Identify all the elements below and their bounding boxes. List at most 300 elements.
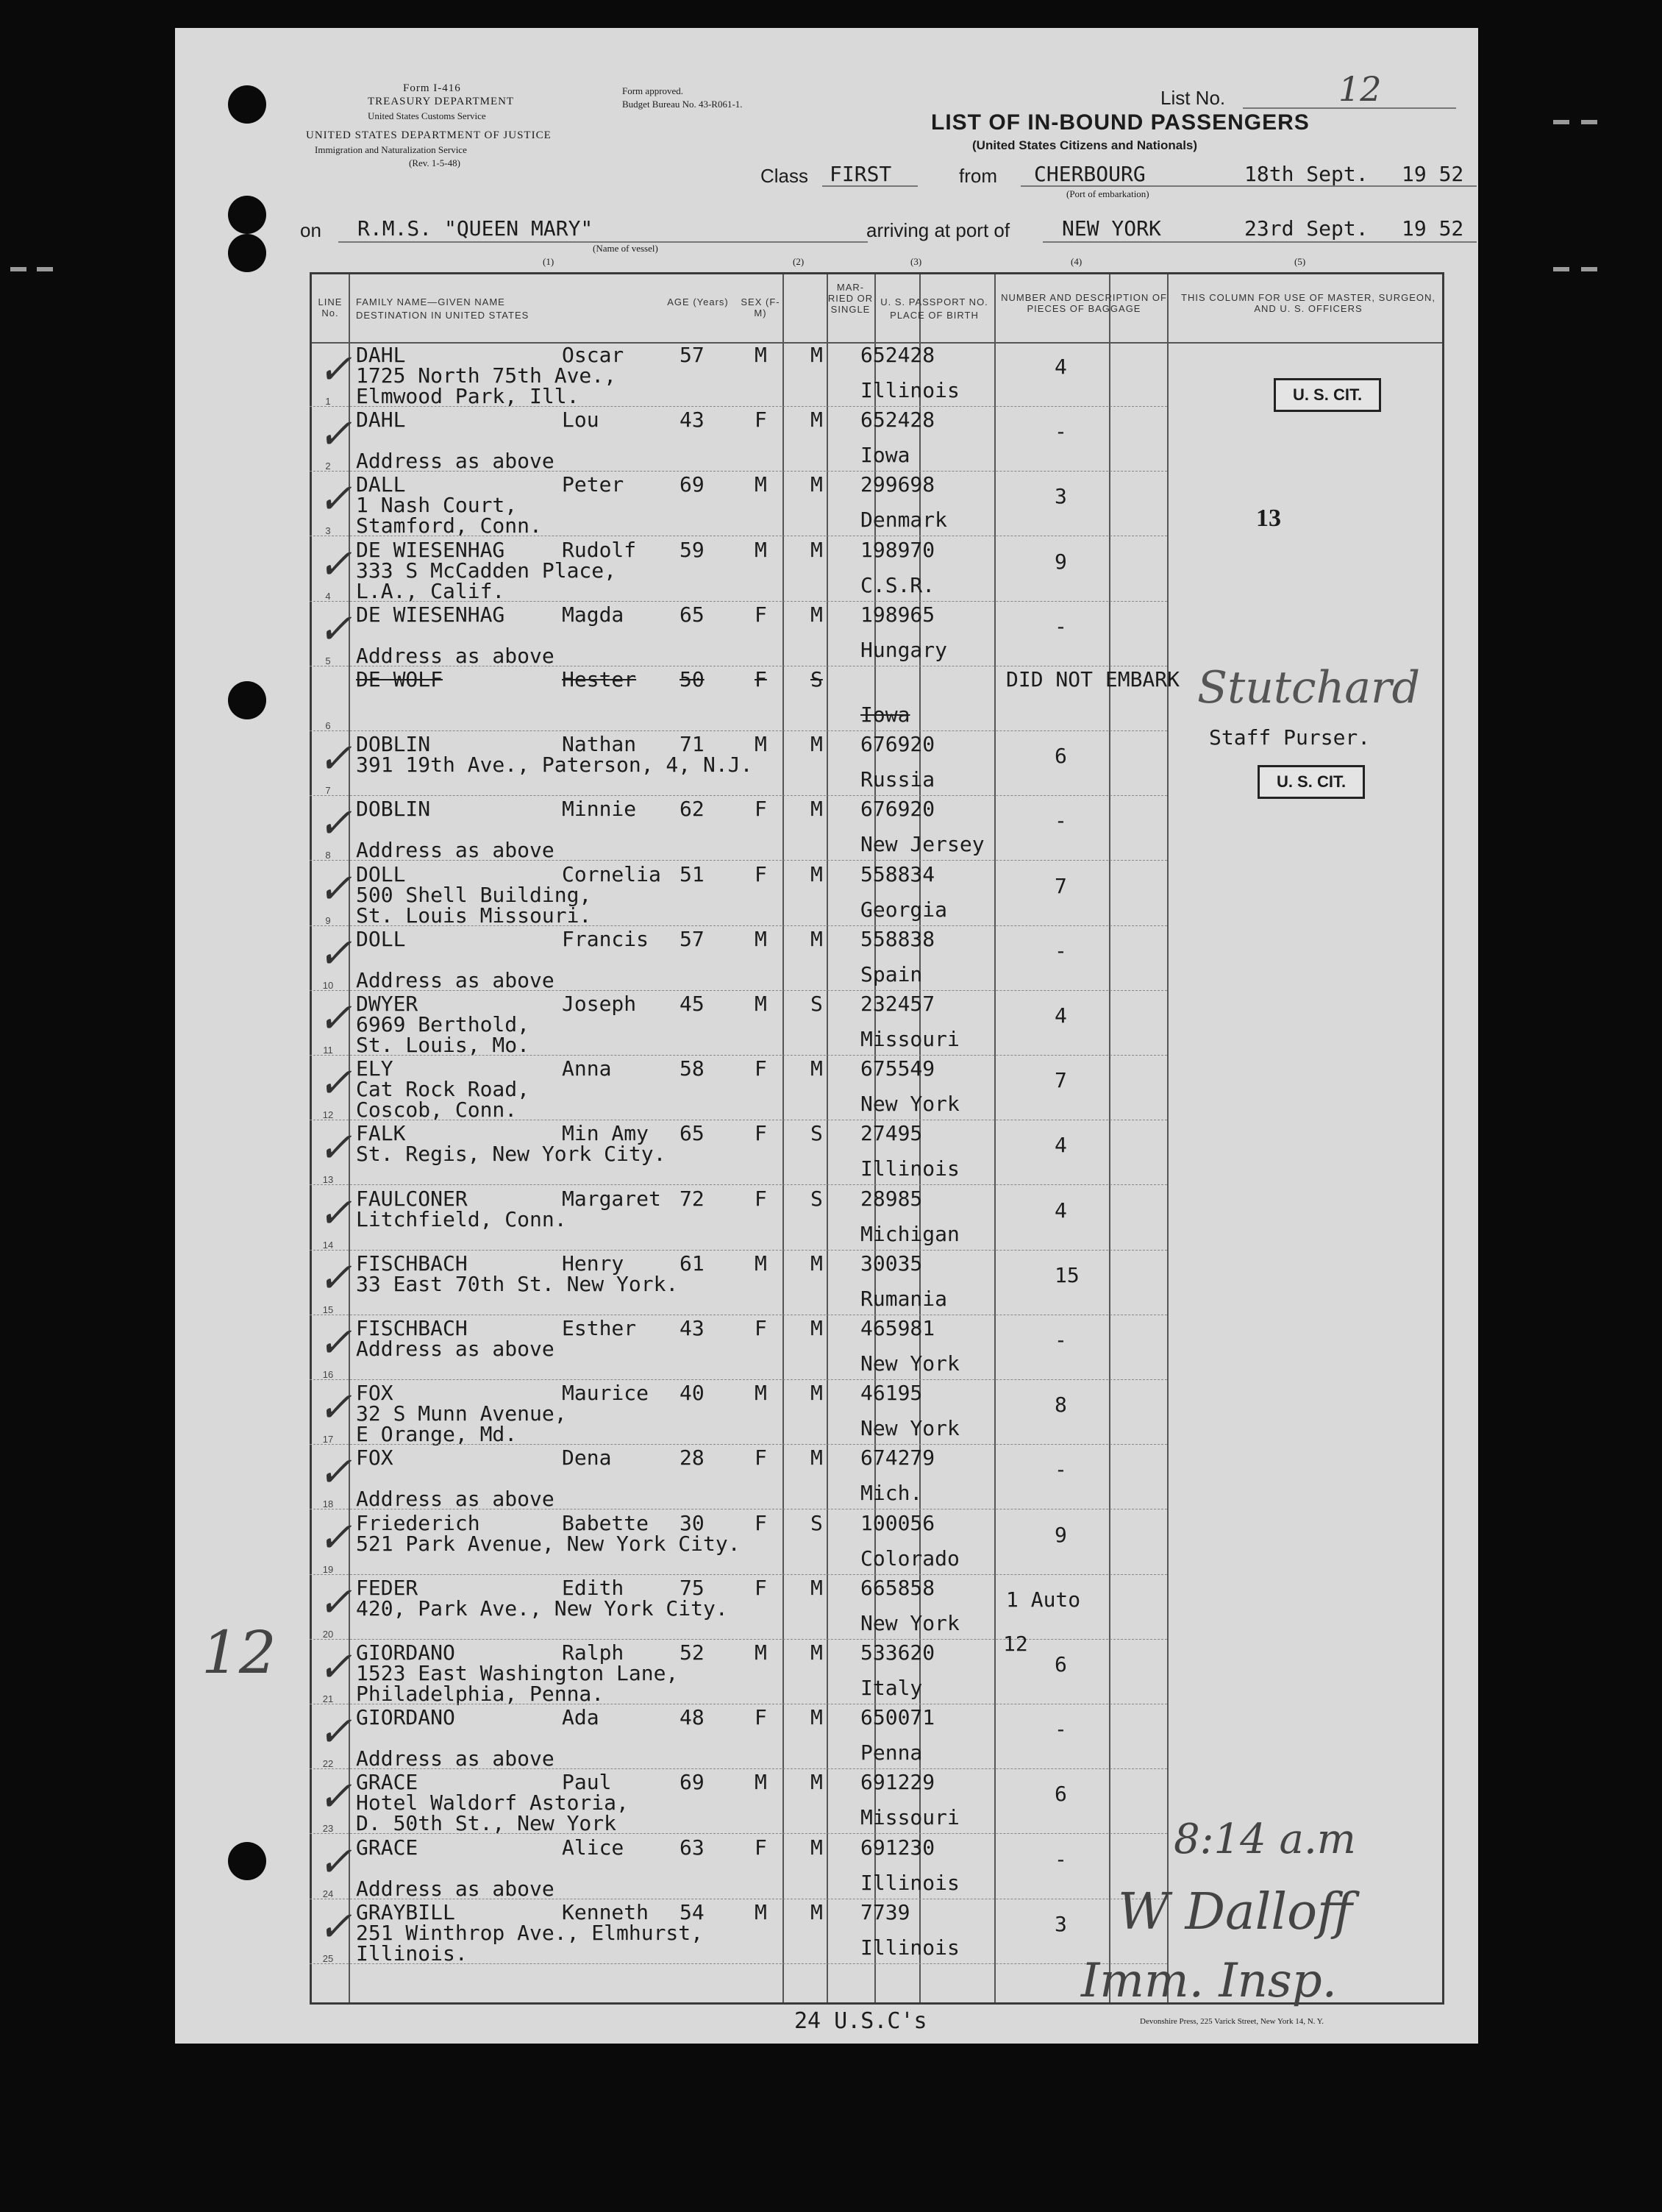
- given-name: Alice: [562, 1835, 624, 1860]
- check-mark-icon: ✓: [318, 475, 352, 524]
- place-of-birth: Illinois: [860, 1156, 960, 1181]
- place-of-birth: Illinois: [860, 378, 960, 402]
- given-name: Esther: [562, 1316, 637, 1340]
- age: 57: [680, 926, 705, 951]
- check-mark-icon: ✓: [318, 995, 352, 1042]
- baggage: 3: [1055, 1911, 1067, 1936]
- family-name: FOX: [356, 1381, 393, 1406]
- marital-status: M: [810, 797, 823, 822]
- sex: M: [755, 1381, 767, 1406]
- check-mark-icon: ✓: [318, 1902, 352, 1951]
- family-name: FOX: [356, 1445, 393, 1470]
- address-line-2: D. 50th St., New York: [356, 1811, 617, 1836]
- line-number: 5: [325, 655, 331, 666]
- passport-number: 652428: [860, 408, 935, 433]
- passport-number: 27495: [860, 1121, 923, 1146]
- line-number: 17: [322, 1434, 334, 1445]
- sex: F: [755, 408, 767, 433]
- vessel-name: R.M.S. "QUEEN MARY": [357, 216, 593, 241]
- binder-hole: [228, 234, 266, 272]
- ins-label: Immigration and Naturalization Service: [315, 144, 467, 155]
- given-name: Peter: [562, 472, 624, 497]
- sex: M: [755, 926, 767, 951]
- baggage: 15: [1055, 1262, 1080, 1287]
- check-mark-icon: ✓: [318, 410, 352, 459]
- address-line-2: St. Louis Missouri.: [356, 903, 592, 928]
- sex: F: [755, 1316, 767, 1340]
- list-no-value: 12: [1338, 69, 1382, 109]
- family-name: FALK: [356, 1121, 406, 1146]
- budget-label: Budget Bureau No. 43-R061-1.: [622, 99, 743, 110]
- check-mark-icon: ✓: [318, 1059, 352, 1108]
- line-number: 3: [325, 525, 331, 537]
- row-separator: [310, 1250, 1167, 1251]
- age: 57: [680, 343, 705, 367]
- age: 72: [680, 1186, 705, 1211]
- place-of-birth: Mich.: [860, 1481, 923, 1506]
- check-mark-icon: ✓: [318, 800, 352, 848]
- baggage: -: [1055, 808, 1067, 833]
- colnum-5: (5): [1294, 256, 1306, 267]
- address-line-2: St. Louis, Mo.: [356, 1033, 530, 1057]
- baggage: -: [1055, 1328, 1067, 1352]
- row-separator: [310, 990, 1167, 991]
- age: 48: [680, 1705, 705, 1730]
- row-separator: [310, 1639, 1167, 1640]
- given-name: Margaret: [562, 1186, 661, 1211]
- check-mark-icon: ✓: [318, 1773, 352, 1821]
- age: 54: [680, 1899, 705, 1924]
- passport-number: 100056: [860, 1510, 935, 1535]
- given-name: Dena: [562, 1445, 612, 1470]
- line-number: 23: [322, 1823, 334, 1835]
- given-name: Francis: [562, 926, 649, 951]
- address-line-2: Address as above: [356, 1746, 554, 1771]
- address-line-1: 6969 Berthold,: [356, 1012, 530, 1036]
- age: 62: [680, 797, 705, 822]
- family-name: Friederich: [356, 1510, 480, 1535]
- family-name: DOLL: [356, 861, 406, 886]
- given-name: Paul: [562, 1770, 612, 1795]
- margin-number-13: 13: [1256, 505, 1281, 532]
- family-name: GRACE: [356, 1835, 418, 1860]
- marital-status: M: [810, 926, 823, 951]
- family-name: DOBLIN: [356, 732, 431, 757]
- depart-date: 18th Sept.: [1244, 162, 1369, 186]
- given-name: Oscar: [562, 343, 624, 367]
- given-name: Nathan: [562, 732, 637, 757]
- colnum-3: (3): [910, 256, 922, 267]
- address-line-1: 1725 North 75th Ave.,: [356, 363, 617, 388]
- passport-number: 676920: [860, 797, 935, 822]
- address-line-2: Illinois.: [356, 1941, 468, 1966]
- sex: M: [755, 992, 767, 1016]
- sex: F: [755, 667, 767, 691]
- class-label: Class: [760, 165, 809, 187]
- line-number: 16: [322, 1369, 334, 1380]
- address-line-1: 420, Park Ave., New York City.: [356, 1596, 728, 1621]
- doj-label: UNITED STATES DEPARTMENT OF JUSTICE: [306, 129, 552, 141]
- row-separator: [310, 1184, 1167, 1185]
- marital-status: M: [810, 537, 823, 562]
- col-officers-header: THIS COLUMN FOR USE OF MASTER, SURGEON, AND U. S. OFFICERS: [1181, 292, 1435, 314]
- marital-status: M: [810, 1640, 823, 1665]
- age: 50: [680, 667, 705, 691]
- address-line-1: 33 East 70th St. New York.: [356, 1271, 679, 1296]
- handwritten-time: 8:14 a.m: [1174, 1816, 1356, 1863]
- baggage: 9: [1055, 1522, 1067, 1547]
- marital-status: M: [810, 343, 823, 367]
- row-separator: [310, 1055, 1167, 1056]
- line-number: 13: [322, 1174, 334, 1186]
- baggage: 3: [1055, 484, 1067, 509]
- marital-status: M: [810, 1705, 823, 1730]
- passport-number: 198970: [860, 537, 935, 562]
- passport-number: 691230: [860, 1835, 935, 1860]
- given-name: Henry: [562, 1251, 624, 1276]
- address-line-2: E Orange, Md.: [356, 1422, 518, 1447]
- family-name: DAHL: [356, 343, 406, 367]
- address-line-2: Address as above: [356, 449, 554, 474]
- row-separator: [310, 1833, 1167, 1834]
- place-of-birth: Missouri: [860, 1805, 960, 1830]
- age: 43: [680, 408, 705, 433]
- age: 40: [680, 1381, 705, 1406]
- rev-label: (Rev. 1-5-48): [409, 157, 460, 168]
- marital-status: M: [810, 1899, 823, 1924]
- marital-status: M: [810, 602, 823, 627]
- passport-number: 558834: [860, 861, 935, 886]
- age: 65: [680, 602, 705, 627]
- sex: M: [755, 1899, 767, 1924]
- sex: F: [755, 1575, 767, 1600]
- row-separator: [310, 406, 1167, 407]
- place-of-birth: New York: [860, 1416, 960, 1441]
- col-baggage-header: NUMBER AND DESCRIPTION OF PIECES OF BAGGAGE: [1001, 292, 1167, 314]
- check-mark-icon: ✓: [318, 540, 352, 588]
- given-name: Edith: [562, 1575, 624, 1600]
- marital-status: M: [810, 408, 823, 433]
- marital-status: S: [810, 992, 823, 1016]
- age: 61: [680, 1251, 705, 1276]
- address-line-1: 333 S McCadden Place,: [356, 558, 617, 583]
- col-sex-header: SEX (F-M): [741, 296, 780, 319]
- baggage: 4: [1055, 355, 1067, 379]
- baggage: 1 Auto: [1006, 1587, 1081, 1612]
- sex: M: [755, 537, 767, 562]
- check-mark-icon: ✓: [318, 1124, 352, 1173]
- footer-total: 24 U.S.C's: [794, 2008, 927, 2034]
- line-number: 8: [325, 850, 331, 861]
- col-age-header: AGE (Years): [667, 296, 729, 307]
- family-name: GRACE: [356, 1770, 418, 1795]
- sex: F: [755, 1056, 767, 1081]
- place-of-birth: New York: [860, 1092, 960, 1117]
- sex: F: [755, 797, 767, 822]
- marital-status: M: [810, 1575, 823, 1600]
- baggage: -: [1055, 419, 1067, 444]
- place-of-birth: Penna: [860, 1740, 923, 1765]
- baggage: -: [1055, 1846, 1067, 1871]
- line-number: 22: [322, 1758, 334, 1770]
- baggage: 4: [1055, 1003, 1067, 1028]
- family-name: DAHL: [356, 408, 406, 433]
- line-number: 20: [322, 1628, 334, 1640]
- inspector-signature: W Dalloff: [1118, 1883, 1353, 1941]
- sex: M: [755, 732, 767, 757]
- sex: F: [755, 602, 767, 627]
- place-of-birth: Illinois: [860, 1870, 960, 1895]
- passport-number: 299698: [860, 472, 935, 497]
- arrival-port: NEW YORK: [1062, 216, 1161, 241]
- passport-number: 46195: [860, 1381, 923, 1406]
- address-line-2: Coscob, Conn.: [356, 1098, 518, 1123]
- purser-signature: Stutchard: [1197, 662, 1421, 714]
- form-number: Form I-416: [403, 82, 461, 94]
- place-of-birth: Hungary: [860, 637, 948, 662]
- baggage: 4: [1055, 1198, 1067, 1223]
- line-number: 6: [325, 720, 331, 731]
- line-number: 9: [325, 914, 331, 926]
- family-name: FAULCONER: [356, 1186, 468, 1211]
- port-embark-caption: (Port of embarkation): [1066, 188, 1149, 199]
- sex: F: [755, 1510, 767, 1535]
- marital-status: M: [810, 1445, 823, 1470]
- on-label: on: [300, 219, 321, 241]
- age: 69: [680, 1770, 705, 1795]
- family-name: DWYER: [356, 992, 418, 1016]
- list-no-label: List No.: [1160, 87, 1226, 109]
- check-mark-icon: ✓: [318, 1578, 352, 1626]
- marital-status: M: [810, 732, 823, 757]
- baggage: DID NOT EMBARK: [1006, 667, 1180, 691]
- place-of-birth: Iowa: [860, 443, 910, 468]
- passport-number: 533620: [860, 1640, 935, 1665]
- line-number: 2: [325, 460, 331, 472]
- place-of-birth: New York: [860, 1610, 960, 1635]
- binder-hole: [228, 681, 266, 719]
- check-mark-icon: ✓: [318, 1643, 352, 1691]
- marital-status: S: [810, 1121, 823, 1146]
- given-name: Ralph: [562, 1640, 624, 1665]
- marital-status: M: [810, 1770, 823, 1795]
- marital-status: M: [810, 1251, 823, 1276]
- given-name: Magda: [562, 602, 624, 627]
- from-label: from: [959, 165, 997, 187]
- form-subtitle: (United States Citizens and Nationals): [972, 138, 1198, 152]
- marital-status: M: [810, 1835, 823, 1860]
- address-line-2: Address as above: [356, 967, 554, 992]
- age: 51: [680, 861, 705, 886]
- place-of-birth: Spain: [860, 961, 923, 986]
- address-line-2: Address as above: [356, 838, 554, 863]
- col-passport-header: U. S. PASSPORT NO.: [880, 296, 988, 307]
- age: 52: [680, 1640, 705, 1665]
- row-separator: [310, 1574, 1167, 1575]
- address-line-1: 1523 East Washington Lane,: [356, 1661, 679, 1685]
- colnum-1: (1): [543, 256, 554, 267]
- passport-number: 232457: [860, 992, 935, 1016]
- line-number: 11: [323, 1045, 333, 1056]
- baggage: 6: [1055, 1782, 1067, 1807]
- given-name: Lou: [562, 408, 599, 433]
- address-line-2: Philadelphia, Penna.: [356, 1682, 604, 1706]
- approved-label: Form approved.: [622, 85, 684, 96]
- check-mark-icon: ✓: [318, 929, 352, 978]
- place-of-birth: New Jersey: [860, 832, 985, 857]
- sex: F: [755, 1121, 767, 1146]
- family-name: ELY: [356, 1056, 393, 1081]
- row-separator: [310, 925, 1167, 926]
- baggage: 9: [1055, 549, 1067, 574]
- line-number: 10: [322, 979, 334, 991]
- line-number: 21: [322, 1693, 334, 1704]
- address-line-1: 391 19th Ave., Paterson, 4, N.J.: [356, 753, 753, 778]
- place-of-birth: C.S.R.: [860, 572, 935, 597]
- place-of-birth: Illinois: [860, 1935, 960, 1960]
- row-separator: [310, 601, 1167, 602]
- age: 58: [680, 1056, 705, 1081]
- arrival-year: 19 52: [1402, 216, 1464, 241]
- family-name: GIORDANO: [356, 1705, 455, 1730]
- colnum-4: (4): [1071, 256, 1083, 267]
- row-separator: [310, 1379, 1167, 1380]
- baggage: 7: [1055, 1068, 1067, 1093]
- passport-number: 676920: [860, 732, 935, 757]
- line-number: 4: [325, 590, 331, 602]
- address-line-2: Stamford, Conn.: [356, 513, 542, 538]
- binder-hole: [228, 85, 266, 124]
- line-number: 18: [322, 1498, 334, 1510]
- sex: F: [755, 861, 767, 886]
- check-mark-icon: ✓: [318, 735, 352, 783]
- place-of-birth: Italy: [860, 1676, 923, 1700]
- row-separator: [310, 1963, 1167, 1964]
- passport-number: 558838: [860, 926, 935, 951]
- address-line-1: 1 Nash Court,: [356, 493, 518, 518]
- place-of-birth: Missouri: [860, 1027, 960, 1051]
- line-number: 15: [322, 1304, 334, 1315]
- marital-status: M: [810, 472, 823, 497]
- family-name: DOBLIN: [356, 797, 431, 822]
- baggage: 6: [1055, 744, 1067, 769]
- sex: F: [755, 1445, 767, 1470]
- family-name: DE WOLF: [356, 667, 443, 691]
- check-mark-icon: ✓: [318, 864, 352, 913]
- address-line-1: Cat Rock Road,: [356, 1077, 530, 1102]
- marital-status: M: [810, 1056, 823, 1081]
- check-mark-icon: ✓: [318, 1838, 352, 1886]
- baggage: 8: [1055, 1393, 1067, 1418]
- col-birth-header: PLACE OF BIRTH: [890, 310, 979, 321]
- passport-number: 652428: [860, 343, 935, 367]
- marital-status: M: [810, 861, 823, 886]
- marital-status: M: [810, 1381, 823, 1406]
- place-of-birth: Russia: [860, 767, 935, 792]
- line-number: 1: [325, 396, 331, 407]
- sex: M: [755, 1640, 767, 1665]
- sex: F: [755, 1705, 767, 1730]
- form-title: LIST OF IN-BOUND PASSENGERS: [931, 110, 1310, 135]
- check-mark-icon: ✓: [318, 1253, 352, 1302]
- col-married-header: MAR- RIED OR SINGLE: [827, 282, 874, 315]
- place-of-birth: Colorado: [860, 1546, 960, 1571]
- family-name: DE WIESENHAG: [356, 537, 505, 562]
- given-name: Cornelia: [562, 861, 661, 886]
- address-line-1: Litchfield, Conn.: [356, 1206, 567, 1231]
- place-of-birth: New York: [860, 1351, 960, 1376]
- sex: M: [755, 1251, 767, 1276]
- age: 63: [680, 1835, 705, 1860]
- given-name: Ada: [562, 1705, 599, 1730]
- check-mark-icon: ✓: [318, 1319, 352, 1367]
- address-line-1: 500 Shell Building,: [356, 882, 592, 907]
- passport-number: 465981: [860, 1316, 935, 1340]
- family-name: DOLL: [356, 926, 406, 951]
- family-name: DE WIESENHAG: [356, 602, 505, 627]
- sex: M: [755, 472, 767, 497]
- age: 71: [680, 732, 705, 757]
- check-mark-icon: ✓: [318, 1448, 352, 1497]
- passport-number: 665858: [860, 1575, 935, 1600]
- baggage: -: [1055, 938, 1067, 963]
- given-name: Anna: [562, 1056, 612, 1081]
- treasury-label: TREASURY DEPARTMENT: [368, 96, 515, 107]
- address-line-1: St. Regis, New York City.: [356, 1142, 666, 1167]
- col-dest-header: DESTINATION IN UNITED STATES: [356, 310, 529, 321]
- passport-number: 691229: [860, 1770, 935, 1795]
- address-line-2: Address as above: [356, 1487, 554, 1512]
- family-name: GRAYBILL: [356, 1899, 455, 1924]
- age: 28: [680, 1445, 705, 1470]
- line-number: 19: [322, 1563, 334, 1575]
- address-line-1: Address as above: [356, 1337, 554, 1361]
- row-separator: [310, 471, 1167, 472]
- line-number: 14: [322, 1239, 334, 1251]
- port-embark: CHERBOURG: [1034, 162, 1146, 186]
- age: 30: [680, 1510, 705, 1535]
- passport-number: 30035: [860, 1251, 923, 1276]
- baggage: 6: [1055, 1652, 1067, 1676]
- marital-status: S: [810, 1186, 823, 1211]
- place-of-birth: Michigan: [860, 1221, 960, 1246]
- line-number: 7: [325, 785, 331, 797]
- given-name: Min Amy: [562, 1121, 649, 1146]
- family-name: FEDER: [356, 1575, 418, 1600]
- given-name: Joseph: [562, 992, 637, 1016]
- row-separator: [310, 795, 1167, 796]
- family-name: GIORDANO: [356, 1640, 455, 1665]
- family-name: FISCHBACH: [356, 1251, 468, 1276]
- staff-purser-label: Staff Purser.: [1209, 725, 1371, 750]
- passport-number: 675549: [860, 1056, 935, 1081]
- arriving-label: arriving at port of: [866, 219, 1010, 241]
- given-name: Rudolf: [562, 537, 637, 562]
- family-name: DALL: [356, 472, 406, 497]
- address-line-2: Address as above: [356, 643, 554, 668]
- col-line-header: LINE No.: [318, 296, 343, 319]
- given-name: Babette: [562, 1510, 649, 1535]
- row-separator: [310, 1444, 1167, 1445]
- colnum-2: (2): [793, 256, 805, 267]
- row-separator: [310, 860, 1167, 861]
- sex: F: [755, 1835, 767, 1860]
- address-line-1: 32 S Munn Avenue,: [356, 1401, 567, 1426]
- address-line-1: 251 Winthrop Ave., Elmhurst,: [356, 1920, 704, 1945]
- arrival-date: 23rd Sept.: [1244, 216, 1369, 241]
- place-of-birth: Denmark: [860, 508, 948, 533]
- check-mark-icon: ✓: [318, 1384, 352, 1432]
